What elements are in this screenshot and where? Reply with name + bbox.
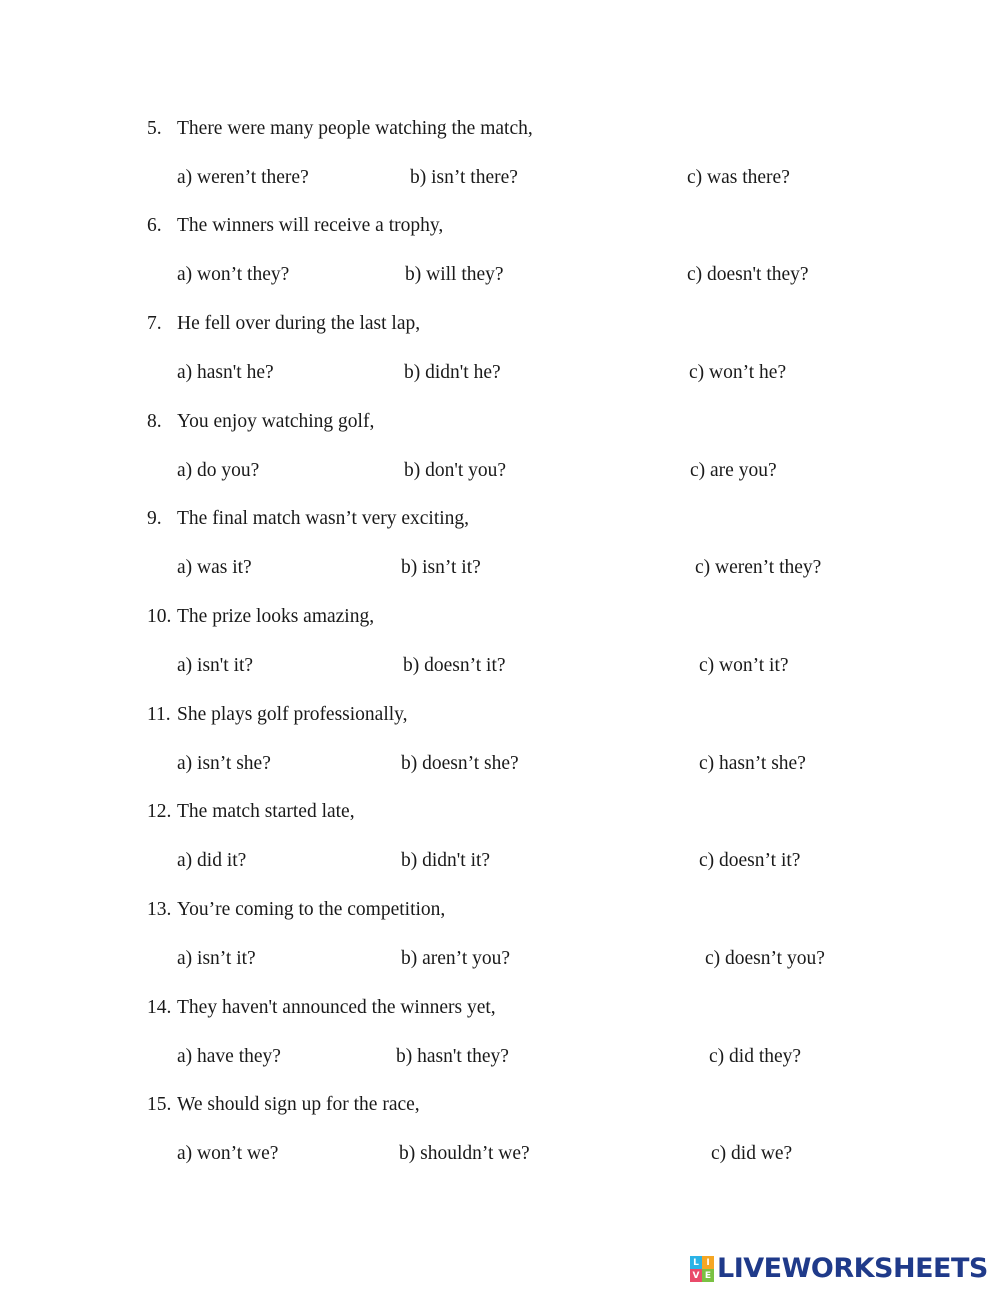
question-number: 15. [147, 1094, 172, 1115]
question-text: The prize looks amazing, [177, 606, 375, 627]
question-text: You’re coming to the competition, [177, 899, 446, 920]
question-13 [147, 899, 445, 921]
option-b[interactable]: b) shouldn’t we? [399, 1143, 530, 1164]
question-10 [147, 606, 374, 628]
option-c[interactable]: c) did we? [711, 1143, 793, 1164]
option-b[interactable]: b) doesn’t it? [403, 655, 506, 676]
option-c[interactable]: c) won’t it? [699, 655, 789, 676]
question-9 [147, 508, 469, 530]
question-7 [147, 313, 420, 335]
question-number: 7. [147, 313, 162, 334]
option-a[interactable]: a) isn’t she? [177, 753, 271, 774]
question-text: They haven't announced the winners yet, [177, 997, 496, 1018]
option-c[interactable]: c) doesn’t it? [699, 850, 801, 871]
option-c[interactable]: c) doesn’t you? [705, 948, 825, 969]
option-b[interactable]: b) didn't he? [404, 362, 501, 383]
question-number: 5. [147, 118, 162, 139]
question-number: 14. [147, 997, 172, 1018]
question-14 [147, 997, 496, 1019]
question-text: We should sign up for the race, [177, 1094, 420, 1115]
logo-icon-cell: V [690, 1269, 702, 1282]
question-text: The winners will receive a trophy, [177, 215, 444, 236]
option-c[interactable]: c) are you? [690, 460, 777, 481]
logo-icon-cell: L [690, 1256, 702, 1269]
option-b[interactable]: b) isn’t there? [410, 167, 518, 188]
option-c[interactable]: c) was there? [687, 167, 790, 188]
logo-icon-cell: E [702, 1269, 714, 1282]
question-number: 12. [147, 801, 172, 822]
question-text: The match started late, [177, 801, 355, 822]
liveworksheets-logo [690, 1252, 988, 1286]
question-11 [147, 704, 408, 726]
option-a[interactable]: a) weren’t there? [177, 167, 309, 188]
option-a[interactable]: a) have they? [177, 1046, 281, 1067]
question-number: 8. [147, 411, 162, 432]
question-15 [147, 1094, 420, 1116]
question-number: 10. [147, 606, 172, 627]
question-6 [147, 215, 443, 237]
option-a[interactable]: a) won’t we? [177, 1143, 279, 1164]
option-b[interactable]: b) isn’t it? [401, 557, 481, 578]
liveworksheets-logo-icon [690, 1256, 714, 1282]
question-number: 11. [147, 704, 171, 725]
option-a[interactable]: a) was it? [177, 557, 252, 578]
question-12 [147, 801, 355, 823]
option-b[interactable]: b) didn't it? [401, 850, 491, 871]
option-a[interactable]: a) did it? [177, 850, 247, 871]
question-text: She plays golf professionally, [177, 704, 408, 725]
option-a[interactable]: a) isn’t it? [177, 948, 256, 969]
option-b[interactable]: b) don't you? [404, 460, 507, 481]
option-b[interactable]: b) doesn’t she? [401, 753, 519, 774]
option-c[interactable]: c) doesn't they? [687, 264, 809, 285]
option-a[interactable]: a) hasn't he? [177, 362, 274, 383]
option-c[interactable]: c) did they? [709, 1046, 802, 1067]
question-number: 6. [147, 215, 162, 236]
option-c[interactable]: c) hasn’t she? [699, 753, 806, 774]
question-text: He fell over during the last lap, [177, 313, 421, 334]
question-8 [147, 411, 374, 433]
option-a[interactable]: a) isn't it? [177, 655, 254, 676]
option-b[interactable]: b) aren’t you? [401, 948, 511, 969]
option-a[interactable]: a) won’t they? [177, 264, 290, 285]
question-text: There were many people watching the match, [177, 118, 533, 139]
logo-text: LIVEWORKSHEETS [717, 1253, 988, 1284]
question-text: You enjoy watching golf, [177, 411, 375, 432]
logo-icon-cell: I [702, 1256, 714, 1269]
question-number: 13. [147, 899, 172, 920]
question-number: 9. [147, 508, 162, 529]
option-b[interactable]: b) will they? [405, 264, 504, 285]
option-c[interactable]: c) won’t he? [689, 362, 787, 383]
question-text: The final match wasn’t very exciting, [177, 508, 470, 529]
option-a[interactable]: a) do you? [177, 460, 260, 481]
question-5 [147, 118, 533, 140]
option-c[interactable]: c) weren’t they? [695, 557, 822, 578]
option-b[interactable]: b) hasn't they? [396, 1046, 509, 1067]
